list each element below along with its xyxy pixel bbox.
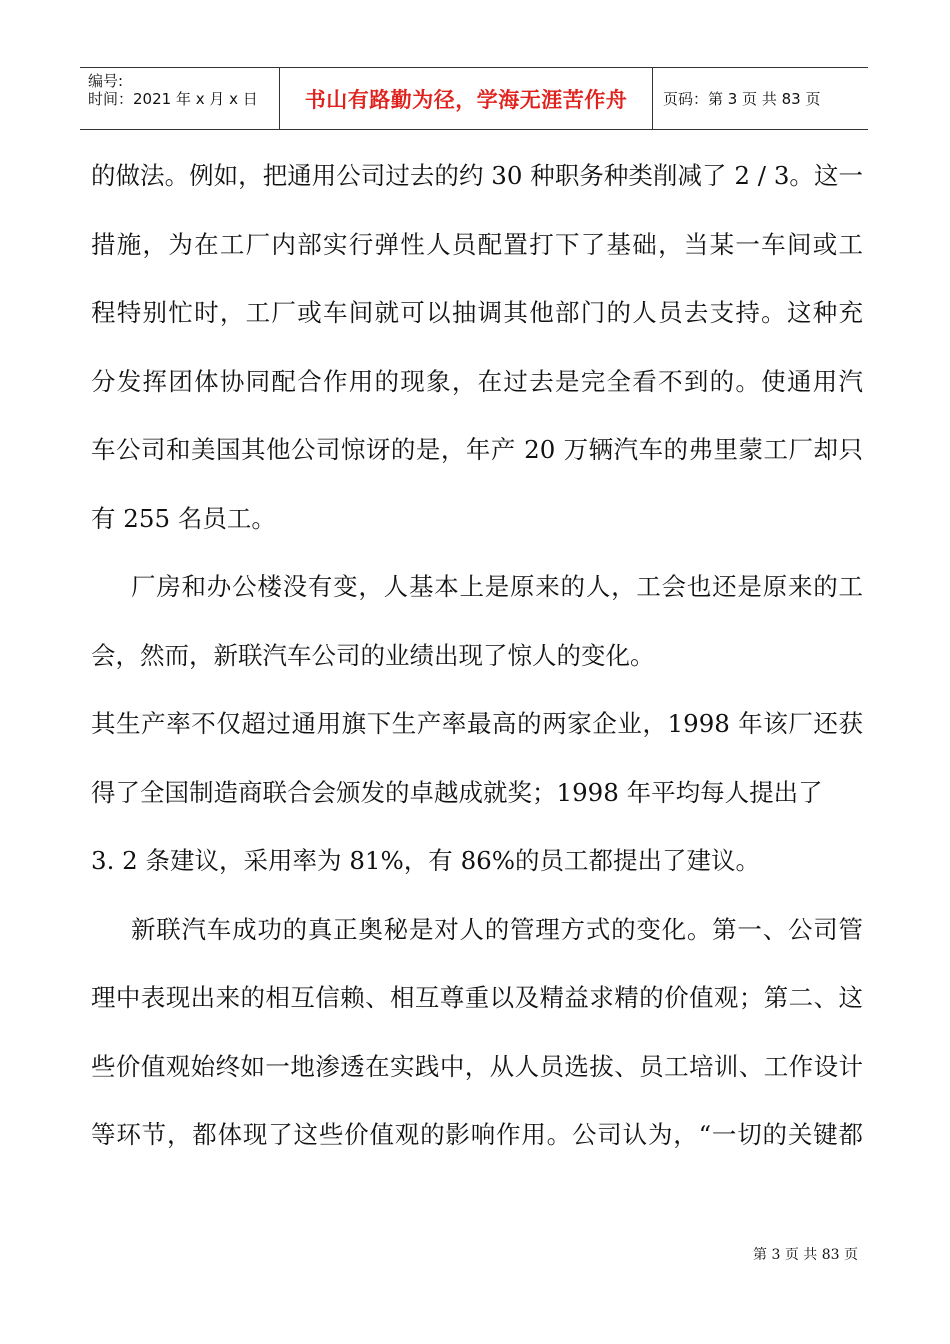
body-line: 程特别忙时，工厂或车间就可以抽调其他部门的人员去支持。这种充 (91, 298, 863, 327)
document-body (91, 142, 863, 1170)
page-footer: 第 3 页 共 83 页 (753, 1247, 858, 1263)
header-motto: 书山有路勤为径，学海无涯苦作舟 (280, 68, 653, 129)
body-line: 等环节，都体现了这些价值观的影响作用。公司认为，“一切的关键都 (91, 1120, 863, 1149)
page-header (80, 67, 868, 130)
body-line: 车公司和美国其他公司惊讶的是，年产 20 万辆汽车的弗里蒙工厂却只 (91, 435, 863, 464)
header-meta (80, 68, 280, 129)
body-line: 会，然而，新联汽车公司的业绩出现了惊人的变化。 (91, 640, 655, 670)
body-line: 新联汽车成功的真正奥秘是对人的管理方式的变化。第一、公司管 (131, 914, 863, 944)
body-line: 其生产率不仅超过通用旗下生产率最高的两家企业，1998 年该厂还获 (91, 709, 863, 738)
body-line: 的做法。例如，把通用公司过去的约 30 种职务种类削减了 2 / 3。这一 (91, 161, 863, 190)
time-label: 时间：2021 年 x 月 x 日 (88, 90, 258, 108)
number-label: 编号: (88, 72, 124, 90)
body-line: 分发挥团体协同配合作用的现象，在过去是完全看不到的。使通用汽 (91, 366, 863, 396)
header-page-info: 页码：第 3 页 共 83 页 (663, 90, 821, 108)
body-line: 理中表现出来的相互信赖、相互尊重以及精益求精的价值观；第二、这 (91, 983, 863, 1012)
body-line: 有 255 名员工。 (91, 503, 276, 533)
body-line: 得了全国制造商联合会颁发的卓越成就奖；1998 年平均每人提出了 (91, 777, 823, 807)
body-line: 厂房和办公楼没有变，人基本上是原来的人，工会也还是原来的工 (131, 572, 863, 601)
body-line: 3. 2 条建议，采用率为 81%，有 86%的员工都提出了建议。 (91, 846, 761, 875)
body-line: 些价值观始终如一地渗透在实践中，从人员选拔、员工培训、工作设计 (91, 1051, 863, 1081)
body-line: 措施，为在工厂内部实行弹性人员配置打下了基础，当某一车间或工 (91, 229, 863, 259)
